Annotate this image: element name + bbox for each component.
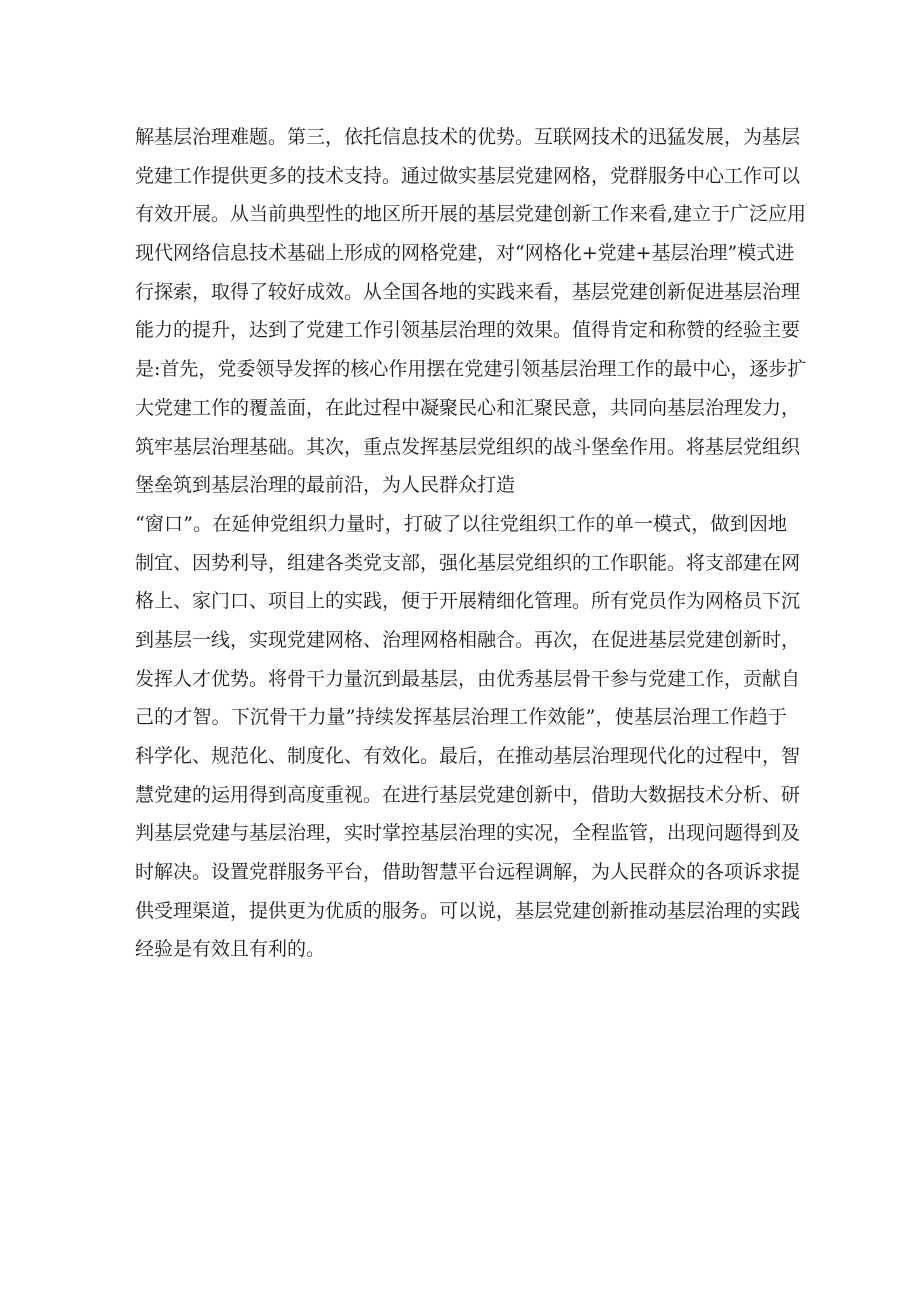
text-line: 是:首先，党委领导发挥的核心作用摆在党建引领基层治理工作的最中心，逐步扩 — [135, 358, 807, 381]
text-line: 有效开展。从当前典型性的地区所开展的基层党建创新工作来看,建立于广泛应用 — [135, 203, 807, 226]
text-line: 经验是有效且有利的。 — [135, 938, 326, 961]
text-line: 筑牢基层治理基础。其次，重点发挥基层党组织的战斗堡垒作用。将基层党组织 — [135, 435, 801, 458]
text-line: 现代网络信息技术基础上形成的网格党建，对“网格化+党建+基层治理”模式进 — [135, 242, 795, 265]
text-line: 堡垒筑到基层治理的最前沿，为人民群众打造 — [135, 474, 516, 497]
text-line: 格上、家门口、项目上的实践，便于开展精细化管理。所有党员作为网格员下沉 — [135, 590, 801, 613]
text-line: “窗口”。在延伸党组织力量时，打破了以往党组织工作的单一模式，做到因地 — [135, 512, 787, 535]
text-line: 己的才智。下沉骨干力量”持续发挥基层治理工作效能”，使基层治理工作趋于 — [135, 706, 787, 729]
text-line: 科学化、规范化、制度化、有效化。最后，在推动基层治理现代化的过程中，智 — [135, 745, 801, 767]
body-text — [135, 118, 807, 969]
text-line: 发挥人才优势。将骨干力量沉到最基层，由优秀基层骨干参与党建工作，贡献自 — [135, 667, 801, 690]
text-line: 时解决。设置党群服务平台，借助智慧平台远程调解，为人民群众的各项诉求提 — [135, 861, 801, 884]
text-line: 大党建工作的覆盖面，在此过程中凝聚民心和汇聚民意，共同向基层治理发力， — [135, 396, 801, 419]
text-line: 判基层党建与基层治理，实时掌控基层治理的实况，全程监管，出现问题得到及 — [135, 822, 801, 845]
text-line: 解基层治理难题。第三，依托信息技术的优势。互联网技术的迅猛发展，为基层 — [135, 126, 801, 148]
text-line: 慧党建的运用得到高度重视。在进行基层党建创新中，借助大数据技术分析、研 — [135, 783, 801, 806]
text-line: 行探索，取得了较好成效。从全国各地的实践来看，基层党建创新促进基层治理 — [135, 280, 801, 303]
text-line: 能力的提升，达到了党建工作引领基层治理的效果。值得肯定和称赞的经验主要 — [135, 319, 801, 342]
text-line: 到基层一线，实现党建网格、治理网格相融合。再次，在促进基层党建创新时， — [135, 628, 801, 651]
text-line: 党建工作提供更多的技术支持。通过做实基层党建网格，党群服务中心工作可以 — [135, 164, 801, 187]
text-line: 供受理渠道，提供更为优质的服务。可以说，基层党建创新推动基层治理的实践 — [135, 899, 801, 922]
text-line: 制宜、因势利导，组建各类党支部，强化基层党组织的工作职能。将支部建在网 — [135, 551, 801, 574]
